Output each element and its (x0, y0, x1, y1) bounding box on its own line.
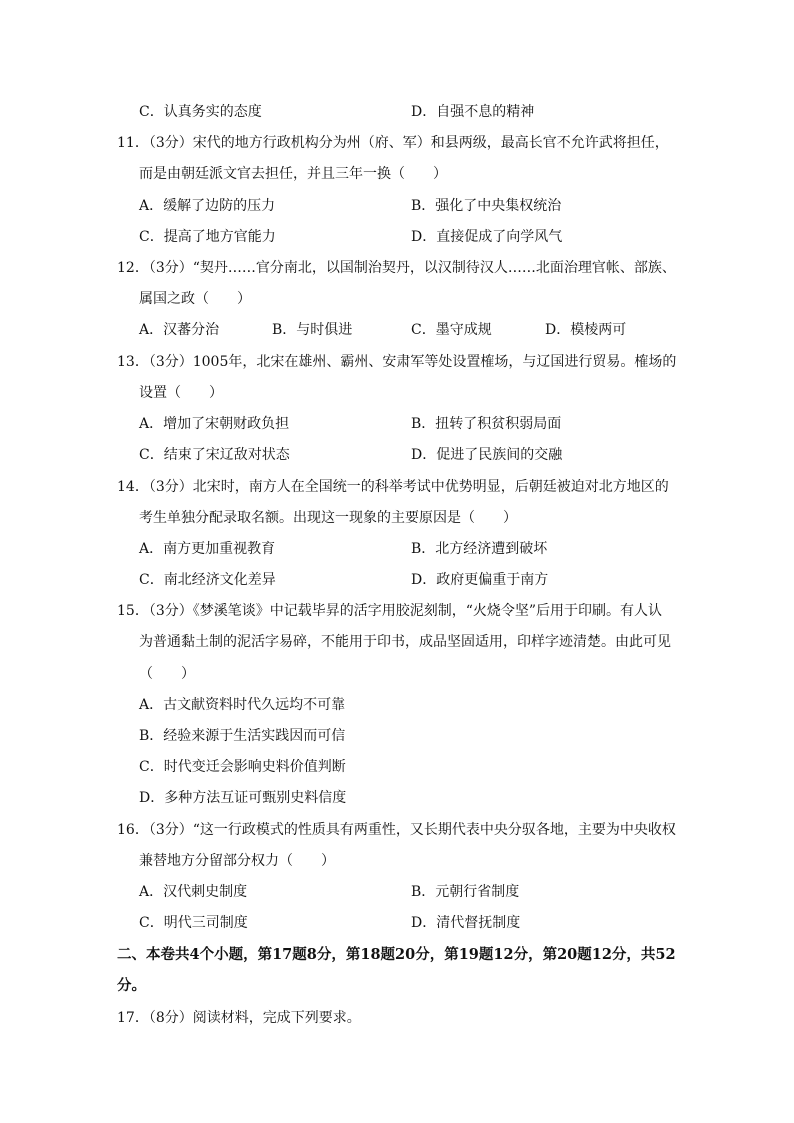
q11-option-d: D．直接促成了向学风气 (411, 229, 563, 245)
q16-option-c: C．明代三司制度 (139, 915, 248, 931)
q17-stem-line1: 17．（8分）阅读材料，完成下列要求。 (117, 1010, 361, 1026)
q10-option-c: C．认真务实的态度 (139, 104, 262, 120)
q13-option-d: D．促进了民族间的交融 (411, 447, 563, 463)
q12-option-d: D．模棱两可 (545, 322, 627, 338)
q14-option-c: C．南北经济文化差异 (139, 572, 276, 588)
q13-option-c: C．结束了宋辽敌对状态 (139, 447, 290, 463)
q14-stem-line1: 14．（3分）北宋时，南方人在全国统一的科举考试中优势明显，后朝廷被迫对北方地区的 (117, 479, 669, 495)
q12-option-b: B．与时俱进 (272, 322, 353, 338)
q16-option-a: A．汉代刺史制度 (139, 884, 248, 900)
q16-stem-line1: 16．（3分）“这一行政模式的性质具有两重性，又长期代表中央分驭各地，主要为中央收权 (117, 822, 676, 838)
q14-option-a: A．南方更加重视教育 (139, 541, 276, 557)
q16-option-b: B．元朝行省制度 (411, 884, 520, 900)
section2-heading-line2: 分。 (117, 977, 146, 994)
q15-stem-line1: 15．（3分）《梦溪笔谈》中记载毕昇的活字用胶泥刻制，“火烧令坚”后用于印刷。有人认 (117, 603, 663, 619)
q11-stem-line2: 而是由朝廷派文官去担任，并且三年一换（ ） (139, 166, 447, 182)
q12-option-c: C．墨守成规 (411, 322, 492, 338)
q15-stem-line3: （ ） (139, 666, 195, 682)
q12-option-a: A．汉蕃分治 (139, 322, 220, 338)
q13-stem-line2: 设置（ ） (139, 385, 223, 401)
q10-option-d: D．自强不息的精神 (411, 104, 535, 120)
q12-stem-line2: 属国之政（ ） (139, 291, 251, 307)
q15-option-a: A．古文献资料时代久远均不可靠 (139, 697, 346, 713)
q11-option-c: C．提高了地方官能力 (139, 229, 276, 245)
q13-stem-line1: 13．（3分）1005年，北宋在雄州、霸州、安肃军等处设置榷场，与辽国进行贸易。榷场的 (117, 354, 677, 370)
q14-option-b: B．北方经济遭到破坏 (411, 541, 548, 557)
q15-stem-line2: 为普通黏土制的泥活字易碎，不能用于印书，成品坚固适用，印样字迹清楚。由此可见 (139, 634, 671, 650)
q11-option-b: B．强化了中央集权统治 (411, 198, 562, 214)
q16-option-d: D．清代督抚制度 (411, 915, 521, 931)
q11-stem-line1: 11．（3分）宋代的地方行政机构分为州（府、军）和县两级，最高长官不允许武将担任， (117, 135, 669, 151)
q13-option-a: A．增加了宋朝财政负担 (139, 416, 290, 432)
q12-stem-line1: 12．（3分）“契丹……官分南北，以国制治契丹，以汉制待汉人……北面治理官帐、部族、 (117, 260, 676, 276)
q15-option-d: D．多种方法互证可甄别史料信度 (139, 790, 347, 806)
q16-stem-line2: 兼替地方分留部分权力（ ） (139, 853, 335, 869)
q15-option-b: B．经验来源于生活实践因而可信 (139, 728, 346, 744)
q11-option-a: A．缓解了边防的压力 (139, 198, 276, 214)
q15-option-c: C．时代变迁会影响史料价值判断 (139, 759, 346, 775)
q13-option-b: B．扭转了积贫积弱局面 (411, 416, 562, 432)
section2-heading-line1: 二、本卷共4个小题，第17题8分，第18题20分，第19题12分，第20题12分，共52 (117, 946, 676, 963)
q14-option-d: D．政府更偏重于南方 (411, 572, 549, 588)
q14-stem-line2: 考生单独分配录取名额。出现这一现象的主要原因是（ ） (139, 510, 517, 526)
